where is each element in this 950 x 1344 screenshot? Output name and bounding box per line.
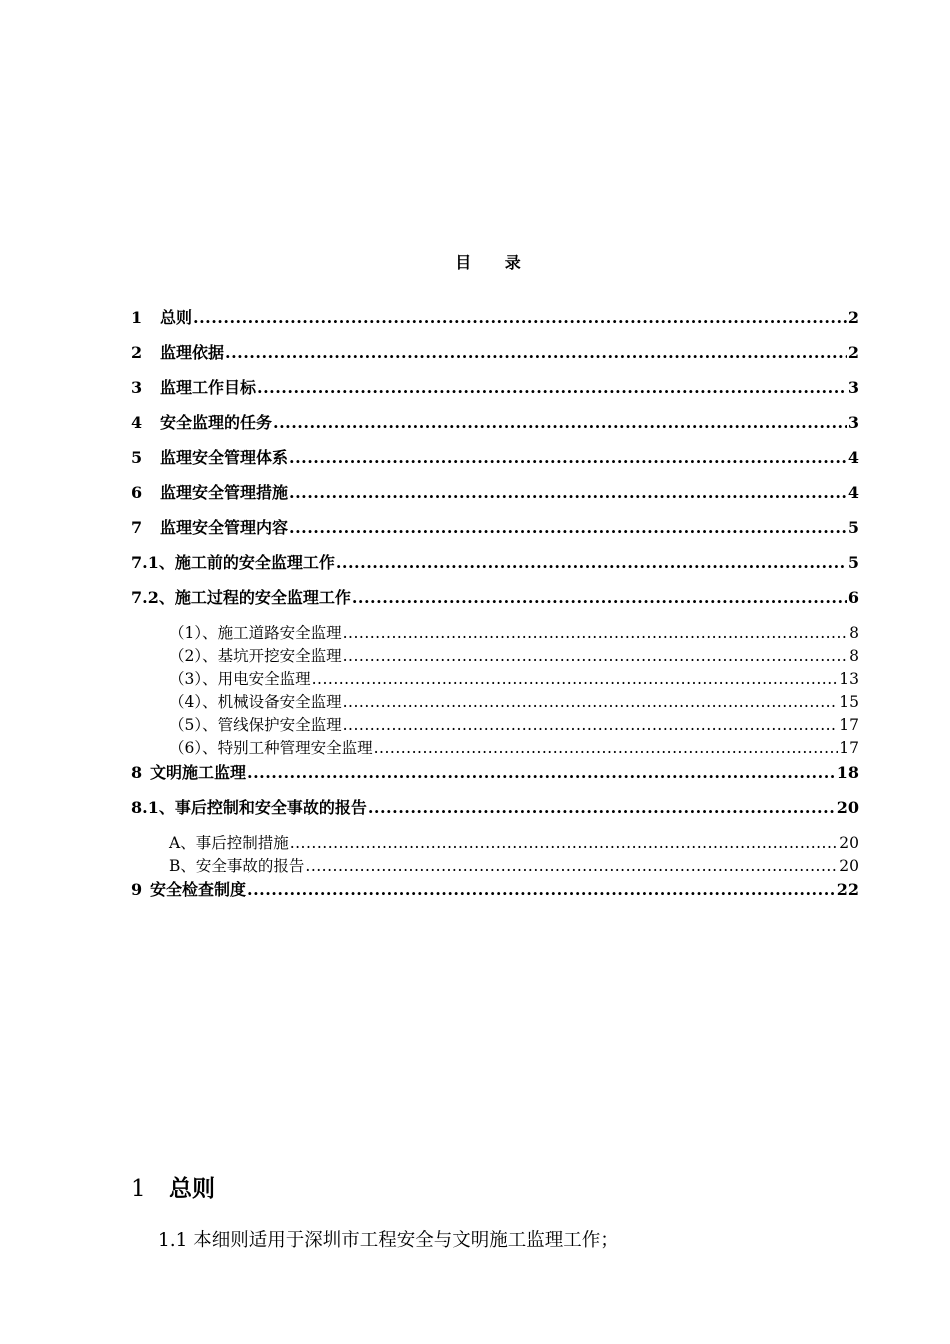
toc-leader-dots (343, 647, 849, 665)
toc-entry-number: 8 (131, 763, 143, 782)
toc-leader-dots (289, 448, 847, 467)
toc-entry-number: 4 (131, 413, 143, 432)
toc-entry-page: 20 (839, 834, 859, 852)
toc-entry[interactable] (131, 515, 859, 538)
toc-entry-page: 8 (849, 647, 859, 665)
toc-entry[interactable] (131, 795, 859, 818)
toc-entry-label: （2）、基坑开挖安全监理 (169, 647, 342, 665)
toc-entry[interactable] (131, 375, 859, 398)
toc-leader-dots (290, 834, 839, 852)
toc-leader-dots (343, 624, 849, 642)
toc-entry-label: 安全检查制度 (150, 880, 247, 899)
section-title: 总则 (169, 1175, 215, 1202)
toc-subentry[interactable] (169, 667, 859, 689)
toc-entry-label: （1）、施工道路安全监理 (169, 624, 342, 642)
toc-entry-page: 4 (847, 448, 859, 467)
toc-entry-label: 总则 (160, 308, 193, 327)
toc-entry[interactable] (131, 760, 859, 783)
toc-entry[interactable] (131, 305, 859, 328)
toc-leader-dots (247, 763, 836, 782)
toc-entry-label: 7.1、施工前的安全监理工作 (131, 553, 335, 572)
toc-entry-label: 监理安全管理体系 (160, 448, 289, 467)
toc-entry-page: 3 (847, 413, 859, 432)
toc-leader-dots (343, 693, 839, 711)
toc-leader-dots (374, 739, 839, 757)
toc-entry-page: 2 (847, 343, 859, 362)
toc-entry-page: 2 (847, 308, 859, 327)
toc-leader-dots (368, 798, 836, 817)
toc-entry-page: 22 (836, 880, 859, 899)
toc-entry-label: 安全监理的任务 (160, 413, 273, 432)
toc-entry-number: 5 (131, 448, 143, 467)
toc-leader-dots (336, 553, 847, 572)
toc-leader-dots (289, 518, 847, 537)
toc-subentry[interactable] (169, 621, 859, 643)
toc-leader-dots (343, 716, 839, 734)
toc-entry[interactable] (131, 585, 859, 608)
toc-entry-number: 9 (131, 880, 143, 899)
toc-entry-label: 监理安全管理内容 (160, 518, 289, 537)
toc-entry-page: 3 (847, 378, 859, 397)
toc-entry[interactable] (131, 340, 859, 363)
toc-entry[interactable] (131, 410, 859, 433)
toc-entry-page: 17 (839, 739, 859, 757)
toc-entry-label: 文明施工监理 (150, 763, 247, 782)
toc-entry-number: 3 (131, 378, 143, 397)
toc-entry-label: （5）、管线保护安全监理 (169, 716, 342, 734)
section-heading (131, 1170, 215, 1203)
toc-leader-dots (305, 857, 838, 875)
toc-leader-dots (312, 670, 839, 688)
toc-entry-page: 20 (836, 798, 859, 817)
toc-leader-dots (352, 588, 847, 607)
toc-entry-page: 18 (836, 763, 859, 782)
toc-entry-label: 7.2、施工过程的安全监理工作 (131, 588, 351, 607)
toc-leader-dots (273, 413, 847, 432)
toc-entry-page: 17 (839, 716, 859, 734)
toc-entry-number: 2 (131, 343, 143, 362)
toc-entry-label: （4）、机械设备安全监理 (169, 693, 342, 711)
toc-entry[interactable] (131, 480, 859, 503)
toc-leader-dots (289, 483, 847, 502)
toc-subentry[interactable] (169, 831, 859, 853)
toc-entry-page: 5 (847, 553, 859, 572)
toc-entry-label: A、事后控制措施 (169, 834, 289, 852)
toc-subentry[interactable] (169, 713, 859, 735)
toc-entry-page: 15 (839, 693, 859, 711)
toc-leader-dots (193, 308, 847, 327)
toc-entry-page: 4 (847, 483, 859, 502)
toc-leader-dots (257, 378, 847, 397)
toc-entry-label: 监理依据 (160, 343, 225, 362)
toc-entry-number: 7 (131, 518, 143, 537)
section-number: 1 (131, 1176, 146, 1202)
toc-entry-label: 8.1、事后控制和安全事故的报告 (131, 798, 367, 817)
toc-entry-page: 8 (849, 624, 859, 642)
toc-entry[interactable] (131, 550, 859, 573)
toc-entry-number: 1 (131, 308, 143, 327)
toc-entry-page: 5 (847, 518, 859, 537)
toc-subentry[interactable] (169, 854, 859, 876)
toc-entry[interactable] (131, 877, 859, 900)
toc-leader-dots (225, 343, 847, 362)
toc-entry-number: 6 (131, 483, 143, 502)
toc-leader-dots (247, 880, 836, 899)
toc-entry-label: 监理安全管理措施 (160, 483, 289, 502)
toc-entry-label: （3）、用电安全监理 (169, 670, 311, 688)
toc-entry-label: B、安全事故的报告 (169, 857, 305, 875)
toc-entry-page: 6 (847, 588, 859, 607)
body-paragraph: 1.1 本细则适用于深圳市工程安全与文明施工监理工作； (158, 1230, 619, 1251)
toc-subentry[interactable] (169, 736, 859, 758)
toc-title: 目 录 (455, 253, 535, 272)
toc-entry[interactable] (131, 445, 859, 468)
toc-subentry[interactable] (169, 644, 859, 666)
toc-entry-label: 监理工作目标 (160, 378, 257, 397)
toc-subentry[interactable] (169, 690, 859, 712)
toc-entry-page: 13 (839, 670, 859, 688)
toc-entry-page: 20 (839, 857, 859, 875)
toc-entry-label: （6）、特别工种管理安全监理 (169, 739, 373, 757)
